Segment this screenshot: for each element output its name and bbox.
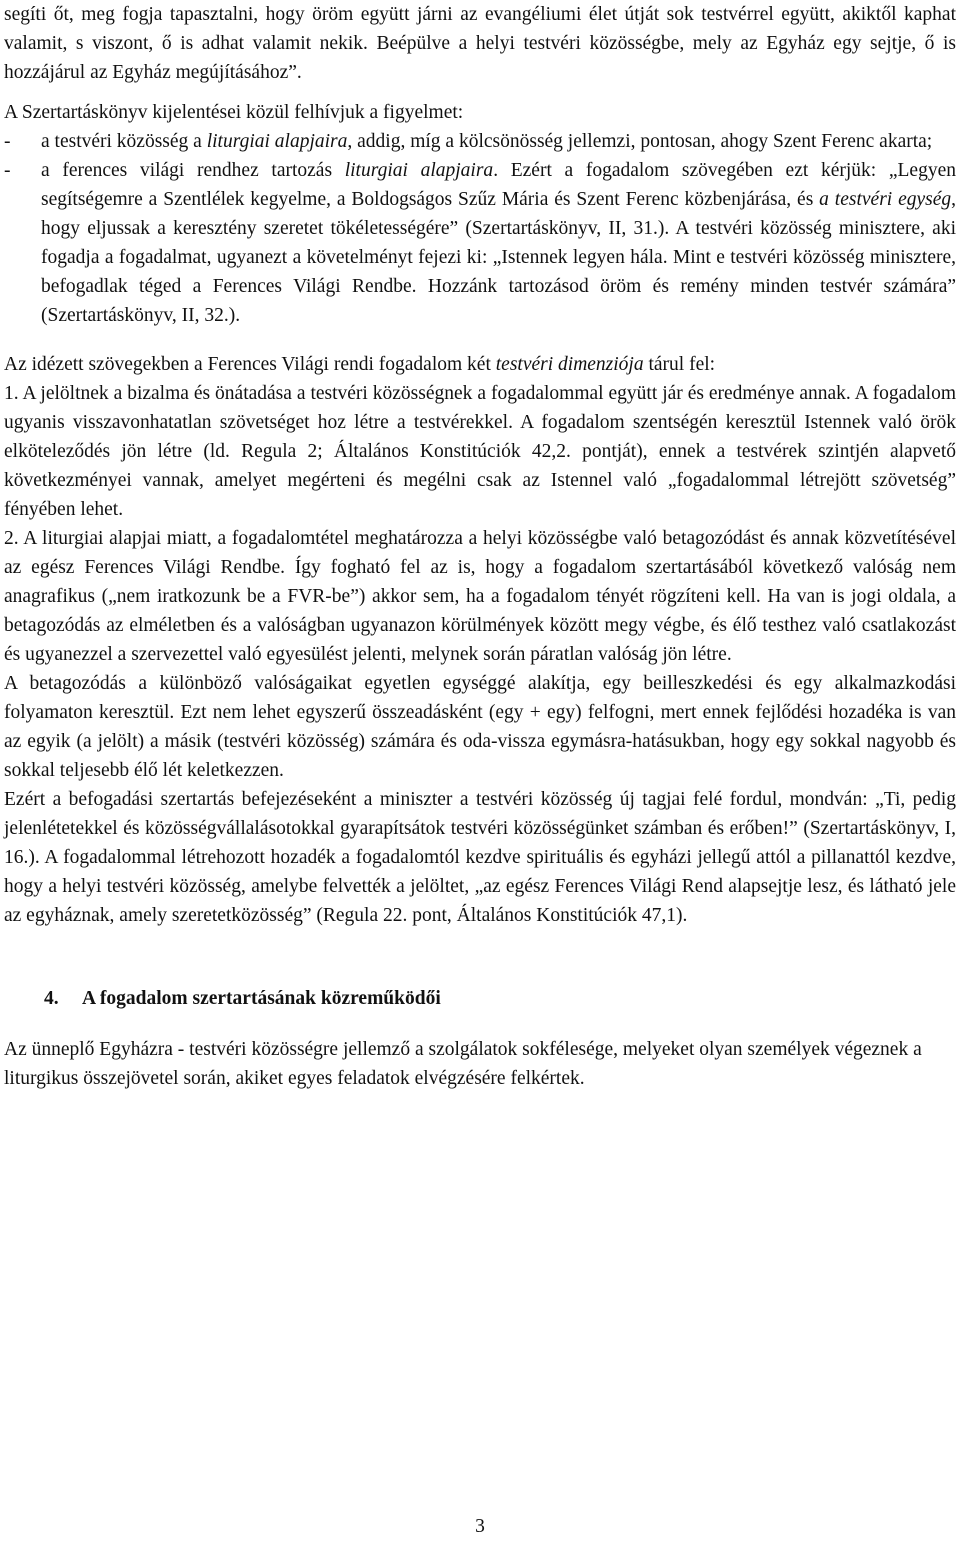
section-number: 4. [44, 988, 59, 1009]
section-title: A fogadalom szertartásának közreműködői [82, 988, 441, 1009]
rite-book-list [4, 127, 956, 330]
dimension-paragraph-3: A betagozódás a különböző valóságaikat egyetlen egységgé alakítja, egy beilleszkedési és egy alkalmazkodási folyamaton keresztül. Ezt nem lehet egyszerű összeadásként (egy + egy) felfogni, mert ennek fejlődési hozadéka is van az egyik (a jelölt) a másik (testvéri közösség) számára és oda-vissza egymásra-hatásukban, hogy egy sokkal nagyobb és sokkal teljesebb élő lét keletkezzen. [4, 673, 956, 781]
list-item-emphasis: liturgiai alapjaira [206, 131, 348, 152]
closing-paragraph: Az ünneplő Egyházra - testvéri közösségre jellemző a szolgálatok sokfélesége, melyeket olyan személyek végeznek a liturgikus összejövetel során, akiket egyes feladatok elvégzésére felkértek. [4, 1039, 922, 1089]
list-item-text: , hogy eljussak a keresztény szeretet tökéletességére” (Szertartáskönyv, II, 31.). A testvéri közösség minisztere, aki fogadja a fogadalmat, ugyanezt a követelményt fejezi ki: „Istennek legyen hála. Mint e testvéri közösség minisztere, befogadlak téged a Ferences Világi Rendbe. Hozzánk tartozásod öröm és remény minden testvér számára” (Szertartáskönyv, II, 32.). [41, 189, 957, 326]
list-item-emphasis: liturgiai alapjaira [344, 160, 494, 181]
list-item-text: , addig, míg a kölcsönösség jellemzi, pontosan, ahogy Szent Ferenc akarta; [347, 131, 933, 152]
dimensions-lead-text: tárul fel: [643, 354, 716, 375]
dimensions-lead-emphasis: testvéri dimenziója [495, 354, 644, 375]
list-dash: - [4, 131, 11, 152]
dimension-paragraph-4: Ezért a befogadási szertartás befejezéseként a miniszter a testvéri közösség új tagjai felé fordul, mondván: „Ti, pedig jelenlétetekkel és közösségvállalásotokkal gyarapítsátok testvéri közösségünket számban és erőben!” (Szertartáskönyv, I, 16.). A fogadalommal létrehozott hozadék a fogadalomtól kezdve spirituális és egyházi jellegű attól a pillanattól kezdve, hogy a helyi testvéri közösség, amelybe felvették a jelöltet, „az egész Ferences Világi Rend alapsejtje lesz, és látható jele az egyháznak, amely szeretetközösség” (Regula 22. pont, Általános Konstitúciók 47,1). [4, 789, 956, 926]
dimensions-lead [4, 350, 956, 379]
list-item-text: a testvéri közösség a [41, 131, 207, 152]
intro-paragraph: segíti őt, meg fogja tapasztalni, hogy öröm együtt járni az evangéliumi élet útját sok testvérrel együtt, akiktől kaphat valamit, s viszont, ő is adhat valamit nekik. Beépülve a helyi testvéri közösségbe, mely az Egyház egy sejtje, ő is hozzájárul az Egyház megújításához”. [4, 4, 956, 83]
list-dash: - [4, 160, 11, 181]
document-page [4, 0, 956, 1093]
page-number: 3 [475, 1516, 485, 1537]
rite-book-lead: A Szertartáskönyv kijelentései közül felhívjuk a figyelmet: [4, 102, 464, 123]
list-item-text: . Ezért a fogadalom szövegében ezt kérjük: „Legyen segítségemre a Szentlélek kegyelme, a Boldogságos Szűz Mária és Szent Ferenc közbenjárása, és [41, 160, 956, 210]
list-item [4, 156, 956, 330]
dimensions-lead-text: Az idézett szövegekben a Ferences Világi rendi fogadalom két [4, 354, 496, 375]
dimension-paragraph-2: 2. A liturgiai alapjai miatt, a fogadalomtétel meghatározza a helyi közösségbe való betagozódást és annak közvetítésével az egész Ferences Világi Rendbe. Így fogható fel az is, hogy a fogadalom szertartásából következő valóság nem anagrafikus („nem iratkozunk be a FVR-be”) akkor sem, ha a fogadalom tényét rögzíteni kell. Ha van is jogi oldala, a betagozódás az elméletben és a valóságban ugyanazon körülmények között megy végbe, és élő testhez való csatlakozást és ugyanezzel a szervezettel való egyesülést jelenti, melynek során páratlan valóság jön létre. [4, 528, 956, 665]
list-item [4, 127, 956, 156]
section-heading [4, 984, 956, 1013]
dimension-paragraph-1: 1. A jelöltnek a bizalma és önátadása a testvéri közösségnek a fogadalommal együtt jár és eredménye annak. A fogadalom ugyanis visszavonhatatlan szövetséget hoz létre a testvérekkel. A fogadalom szentségén keresztül Istennek való örök elköteleződés jön létre (ld. Regula 2; Általános Konstitúciók 42,2. pontját), ennek a testvérek szintjén alapvető következményei vannak, amelyet megérteni és megélni csak az Istennel való „fogadalommal létrejött szövetség” fényében lehet. [4, 383, 956, 520]
list-item-emphasis: a testvéri egység [819, 189, 952, 210]
list-item-text: a ferences világi rendhez tartozás [41, 160, 345, 181]
